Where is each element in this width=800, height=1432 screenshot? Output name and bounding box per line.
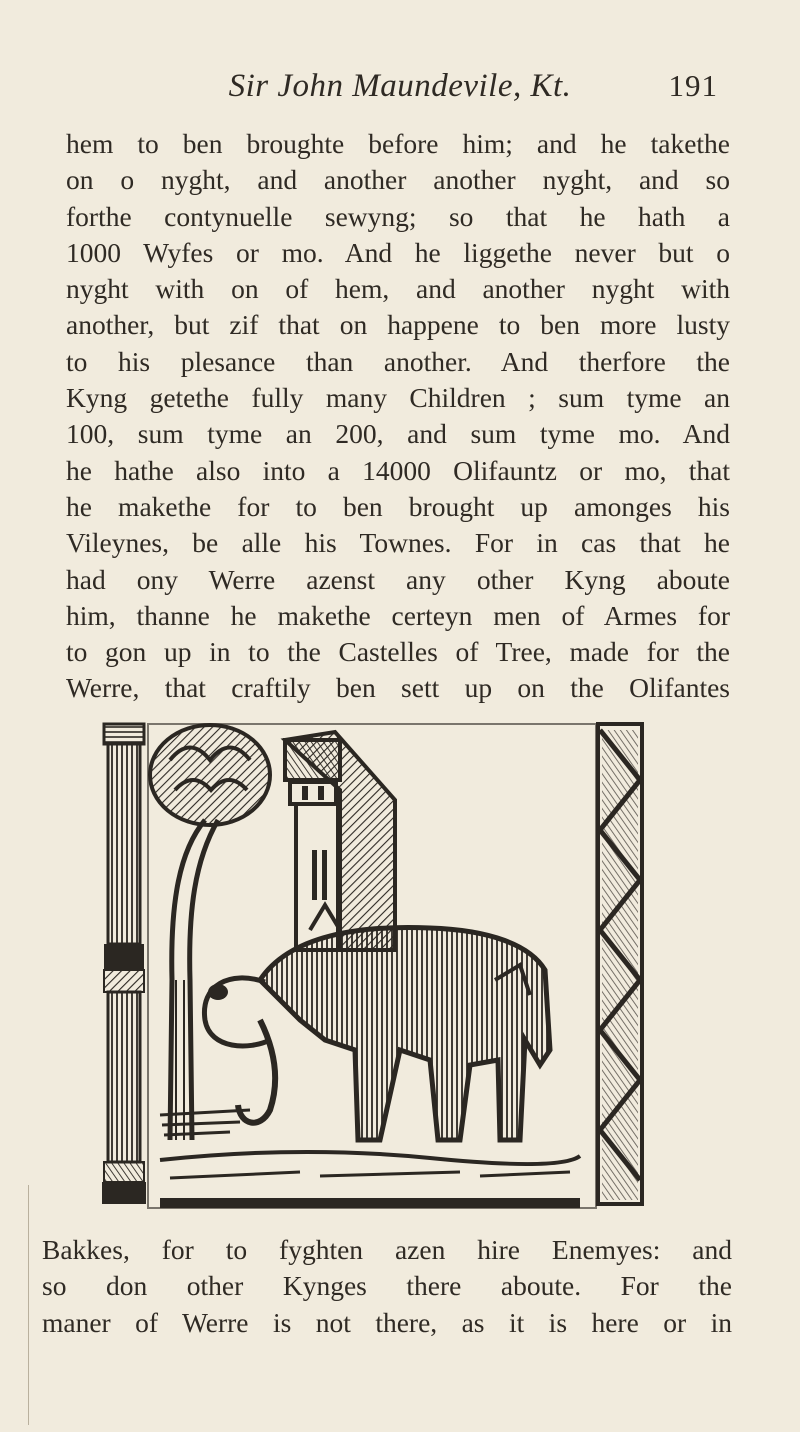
text-line: 100, sum tyme an 200, and sum tyme mo. And — [66, 418, 730, 450]
text-line: had ony Werre azenst any other Kyng aboute — [66, 563, 730, 595]
text-line: Vileynes, be alle his Townes. For in cas that he — [66, 527, 730, 559]
body-text — [66, 126, 730, 707]
text-line: forthe contynuelle sewyng; so that he hath a — [66, 200, 730, 232]
running-head — [0, 68, 800, 108]
page-edge-shadow — [28, 1185, 29, 1425]
text-line: he makethe for to ben brought up amonges his — [66, 490, 730, 522]
castle-tower — [285, 732, 395, 950]
right-column-ornament — [598, 724, 642, 1204]
text-line: nyght with on of hem, and another nyght with — [66, 273, 730, 305]
page-number: 191 — [668, 68, 718, 103]
body-text-continued — [42, 1232, 732, 1341]
text-line: Kyng getethe fully many Children ; sum tyme an — [66, 382, 730, 414]
text-line: on o nyght, and another another nyght, and so — [66, 164, 730, 196]
text-line: him, thanne he makethe certeyn men of Armes for — [66, 599, 730, 631]
text-line: Werre, that craftily ben sett up on the Olifantes — [66, 672, 730, 704]
text-line: Bakkes, for to fyghten azen hire Enemyes: and — [42, 1234, 732, 1265]
tree — [150, 725, 270, 1140]
left-column-ornament — [102, 724, 146, 1204]
running-head-title: Sir John Maundevile, Kt. — [228, 68, 572, 104]
text-line: maner of Werre is not there, as it is here or in — [42, 1306, 732, 1338]
text-line: to his plesance than another. And therfore the — [66, 345, 730, 377]
text-line: he hathe also into a 14000 Olifauntz or mo, that — [66, 454, 730, 486]
text-line: to gon up in to the Castelles of Tree, made for the — [66, 636, 730, 668]
text-line: so don other Kynges there aboute. For the — [42, 1270, 732, 1302]
woodcut-illustration — [100, 720, 645, 1212]
text-line: another, but zif that on happene to ben more lusty — [66, 309, 730, 341]
elephant-castle-woodcut — [100, 720, 645, 1212]
text-line: hem to ben broughte before him; and he takethe — [66, 128, 730, 159]
text-line: 1000 Wyfes or mo. And he liggethe never but o — [66, 236, 730, 268]
elephant — [204, 905, 550, 1140]
